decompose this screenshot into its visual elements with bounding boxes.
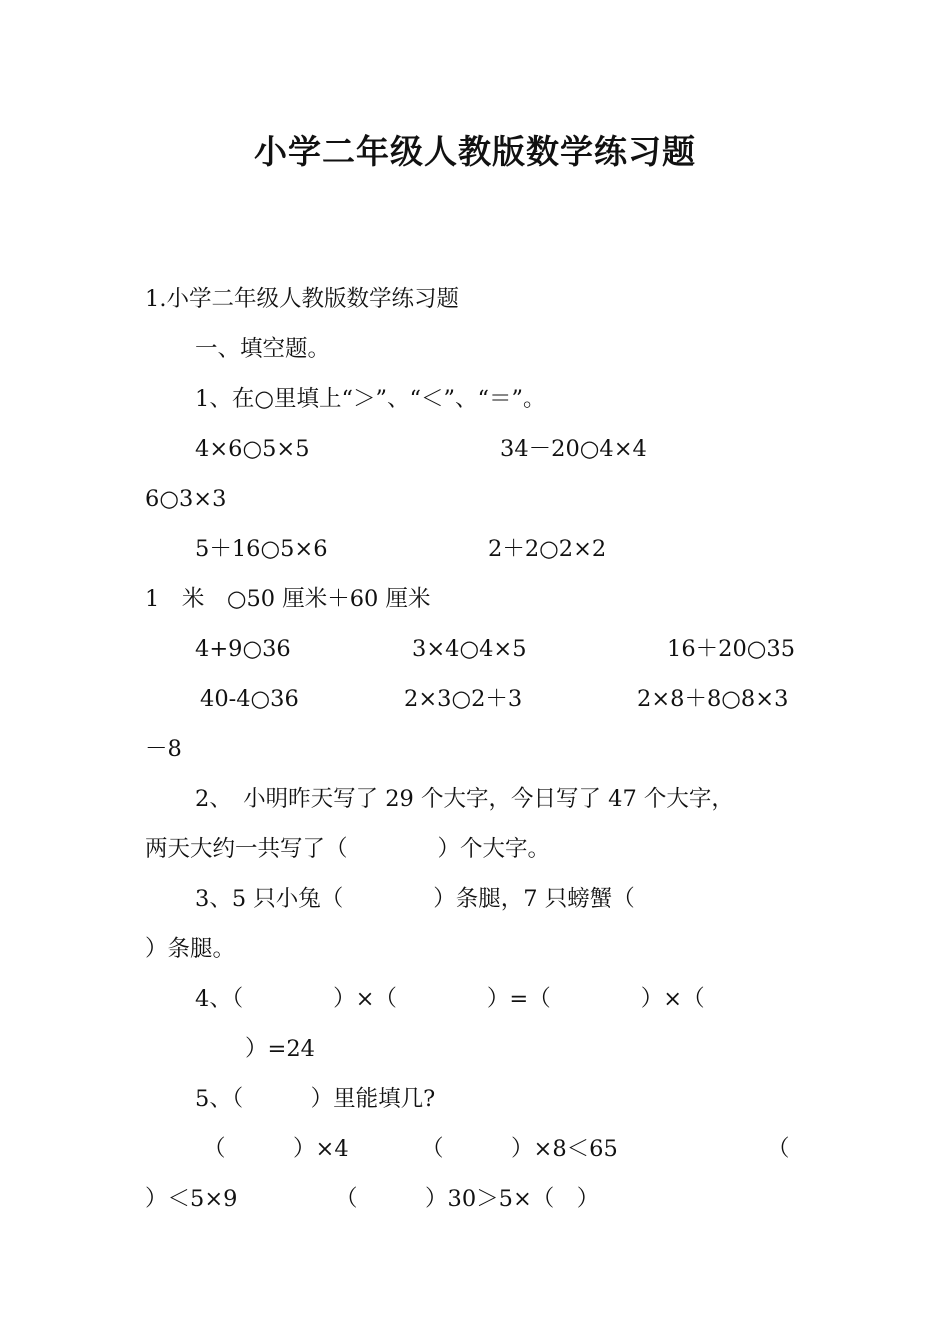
document-heading: 1.小学二年级人教版数学练习题 <box>145 286 459 312</box>
page-title: 小学二年级人教版数学练习题 <box>254 132 696 171</box>
question-2-text: 2、 小明昨天写了 29 个大字，今日写了 47 个大字， <box>195 786 734 812</box>
comparison-item: 40-4○36 <box>200 686 299 712</box>
question-5-item: （ ）×8＜65 <box>421 1136 618 1162</box>
comparison-item: 4×6○5×5 <box>195 436 310 462</box>
comparison-item: 1 米 ○50 厘米＋60 厘米 <box>145 586 431 612</box>
question-5-item: （ ）30＞5×（ ） <box>335 1186 600 1212</box>
comparison-item: 3×4○4×5 <box>412 636 527 662</box>
comparison-item: 2×8＋8○8×3 <box>637 686 789 712</box>
question-5-item: ）＜5×9 <box>145 1186 238 1212</box>
comparison-item: 6○3×3 <box>145 486 227 512</box>
comparison-item-continuation: －8 <box>145 736 182 762</box>
question-5-prompt: 5、（ ）里能填几? <box>195 1086 436 1112</box>
question-5-item: （ <box>767 1136 790 1162</box>
question-1-prompt: 1、在○里填上“＞”、“＜”、“＝”。 <box>195 386 546 412</box>
comparison-item: 34－20○4×4 <box>500 436 647 462</box>
question-3-text: 3、5 只小兔（ ）条腿，7 只螃蟹（ <box>195 886 635 912</box>
question-4-text: ）=24 <box>245 1036 315 1062</box>
comparison-item: 2×3○2＋3 <box>404 686 523 712</box>
comparison-item: 2＋2○2×2 <box>488 536 607 562</box>
comparison-item: 4+9○36 <box>195 636 291 662</box>
section-fill-in-blanks: 一、填空题。 <box>195 336 331 362</box>
question-2-text: 两天大约一共写了（ ）个大字。 <box>145 836 551 862</box>
question-5-item: （ ）×4 <box>203 1136 349 1162</box>
comparison-item: 16＋20○35 <box>667 636 796 662</box>
comparison-item: 5＋16○5×6 <box>195 536 328 562</box>
question-4-text: 4、（ ）×（ ）=（ ）×（ <box>195 986 705 1012</box>
question-3-text: ）条腿。 <box>145 936 236 962</box>
